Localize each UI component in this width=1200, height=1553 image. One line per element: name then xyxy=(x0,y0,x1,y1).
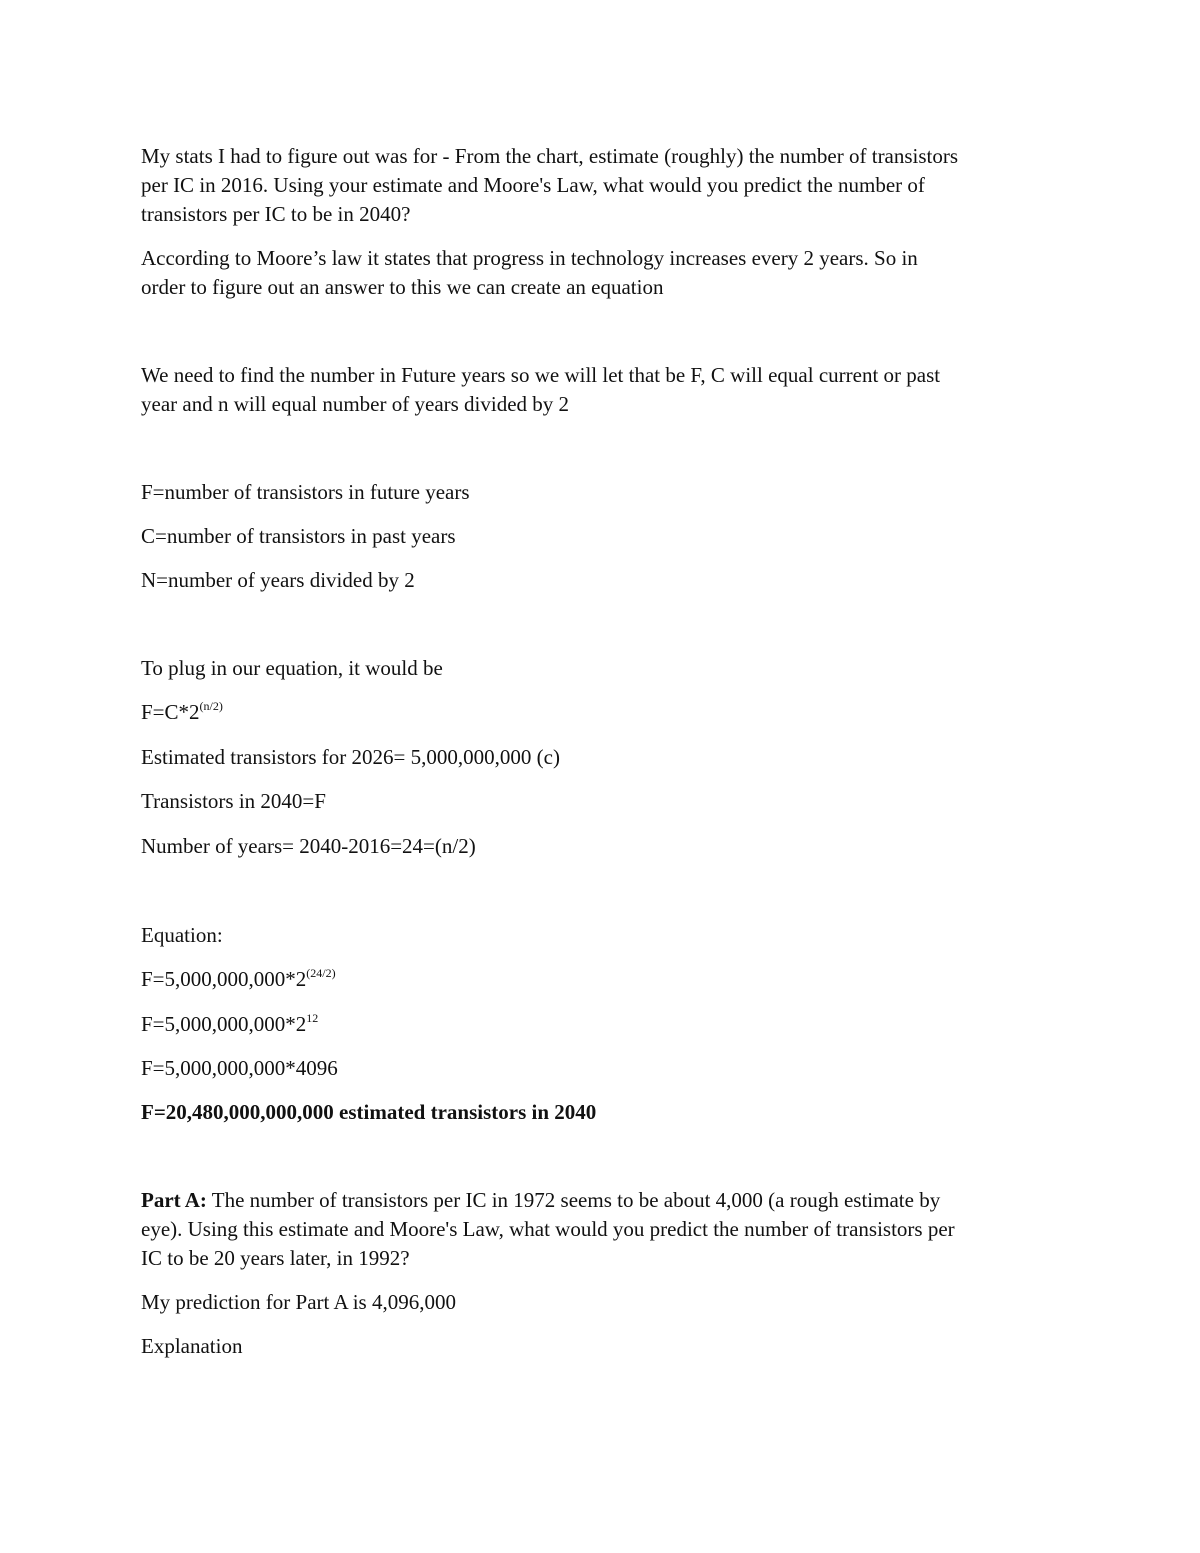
step-2-exponent: 12 xyxy=(306,1011,319,1025)
intro-line-1: My stats I had to figure out was for - From the chart, estimate (roughly) the number of transistors xyxy=(141,144,959,168)
part-a-line-2: eye). Using this estimate and Moore's Law, what would you predict the number of transistors per xyxy=(141,1217,955,1241)
transistors-f: Transistors in 2040=F xyxy=(141,789,326,813)
plug-in-formula xyxy=(141,698,1061,727)
step-1-base: F=5,000,000,000*2 xyxy=(141,967,307,991)
moores-law-line-2: order to figure out an answer to this we can create an equation xyxy=(141,275,664,299)
step-1-exponent: (24/2) xyxy=(306,966,336,980)
part-a-line-3: IC to be 20 years later, in 1992? xyxy=(141,1246,410,1270)
equation-step-1 xyxy=(141,965,1061,994)
definition-c: C=number of transistors in past years xyxy=(141,524,456,548)
formula-base: F=C*2 xyxy=(141,700,200,724)
part-a-explanation: Explanation xyxy=(141,1334,243,1358)
plug-in-intro: To plug in our equation, it would be xyxy=(141,656,443,680)
intro-paragraph xyxy=(141,142,1061,229)
step-2-base: F=5,000,000,000*2 xyxy=(141,1012,307,1036)
part-a-prediction: My prediction for Part A is 4,096,000 xyxy=(141,1290,456,1314)
definition-f: F=number of transistors in future years xyxy=(141,480,470,504)
variables-intro-line-2: year and n will equal number of years divided by 2 xyxy=(141,392,570,416)
equation-step-2 xyxy=(141,1010,1061,1039)
intro-line-3: transistors per IC to be in 2040? xyxy=(141,202,411,226)
moores-law-paragraph xyxy=(141,244,1061,302)
intro-line-2: per IC in 2016. Using your estimate and Moore's Law, what would you predict the number of xyxy=(141,173,925,197)
number-of-years: Number of years= 2040-2016=24=(n/2) xyxy=(141,834,476,858)
formula-exponent: (n/2) xyxy=(199,699,223,713)
part-a-label: Part A: xyxy=(141,1188,207,1212)
definition-n: N=number of years divided by 2 xyxy=(141,568,415,592)
variables-intro-paragraph xyxy=(141,361,1061,419)
equation-step-3: F=5,000,000,000*4096 xyxy=(141,1056,338,1080)
moores-law-line-1: According to Moore’s law it states that progress in technology increases every 2 years. So in xyxy=(141,246,918,270)
equation-label: Equation: xyxy=(141,923,223,947)
part-a-line-1-text: The number of transistors per IC in 1972 seems to be about 4,000 (a rough estimate by xyxy=(206,1188,941,1212)
estimate-c: Estimated transistors for 2026= 5,000,000,000 (c) xyxy=(141,745,560,769)
equation-result: F=20,480,000,000,000 estimated transistors in 2040 xyxy=(141,1100,597,1124)
variables-intro-line-1: We need to find the number in Future years so we will let that be F, C will equal current or past xyxy=(141,363,941,387)
part-a-line-1 xyxy=(141,1186,1061,1215)
part-a-paragraph xyxy=(141,1186,1061,1273)
